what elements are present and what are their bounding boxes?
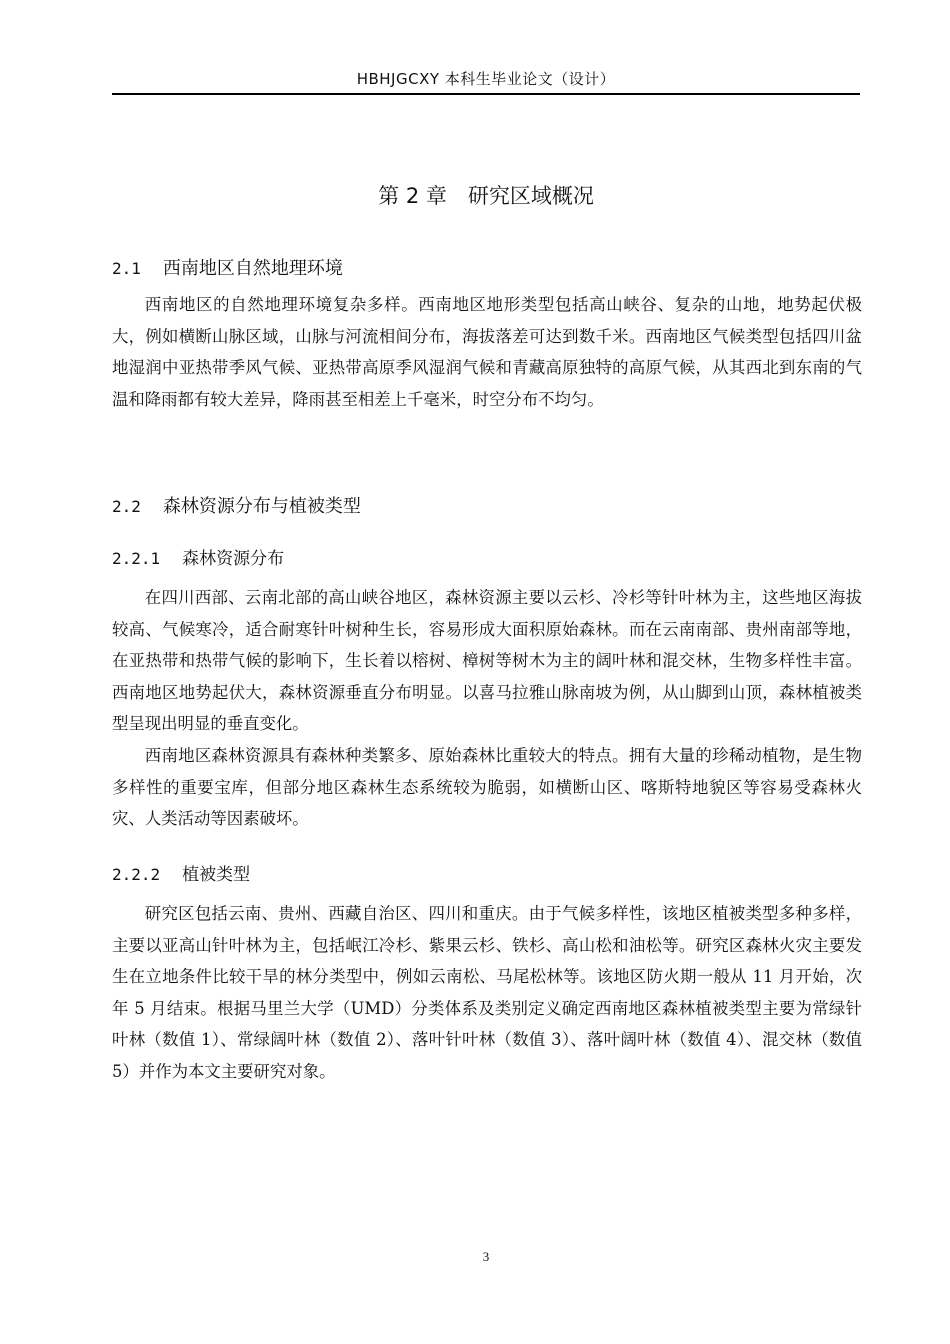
section-heading-2-1 [112,254,343,280]
page-number: 3 [482,1249,490,1264]
subsection-number: 2.2.1 [112,549,161,568]
header-rule [112,93,860,95]
subsection-heading-2-2-2 [112,860,250,885]
body-paragraph: 研究区包括云南、贵州、西藏自治区、四川和重庆。由于气候多样性，该地区植被类型多种多样，主要以亚高山针叶林为主，包括岷江冷杉、紫果云杉、铁杉、高山松和油松等。研究区森林火灾主要发生在立地条件比较干旱的林分类型中，例如云南松、马尾松林等。该地区防火期一般从 11 月开始，次年 5 月结束。根据马里兰大学（UMD）分类体系及类别定义确定西南地区森林植被类型主要为常绿针叶林（数值 1）、常绿阔叶林（数值 2）、落叶针叶林（数值 3）、落叶阔叶林（数值 4）、混交林（数值 5）并作为本文主要研究对象。 [112,904,862,1081]
section-number: 2.2 [112,497,141,516]
subsection-title: 森林资源分布 [182,549,285,569]
chapter-title: 第 2 章 研究区域概况 [378,184,594,208]
section-title: 森林资源分布与植被类型 [162,496,361,517]
body-paragraph: 西南地区的自然地理环境复杂多样。西南地区地形类型包括高山峡谷、复杂的山地，地势起伏极大，例如横断山脉区域，山脉与河流相间分布，海拔落差可达到数千米。西南地区气候类型包括四川盆地湿润中亚热带季风气候、亚热带高原季风湿润气候和青藏高原独特的高原气候，从其西北到东南的气温和降雨都有较大差异，降雨甚至相差上千毫米，时空分布不均匀。 [112,295,862,409]
section-number: 2.1 [112,259,141,278]
running-header: HBHJGCXY 本科生毕业论文（设计） [356,70,616,88]
section-title: 西南地区自然地理环境 [162,258,343,279]
subsection-number: 2.2.2 [112,865,161,884]
body-paragraph: 西南地区森林资源具有森林种类繁多、原始森林比重较大的特点。拥有大量的珍稀动植物，是生物多样性的重要宝库，但部分地区森林生态系统较为脆弱，如横断山区、喀斯特地貌区等容易受森林火灾、人类活动等因素破坏。 [112,746,862,828]
subsection-heading-2-2-1 [112,544,284,569]
body-paragraph: 在四川西部、云南北部的高山峡谷地区，森林资源主要以云杉、冷杉等针叶林为主，这些地区海拔较高、气候寒冷，适合耐寒针叶树种生长，容易形成大面积原始森林。而在云南南部、贵州南部等地，在亚热带和热带气候的影响下，生长着以榕树、樟树等树木为主的阔叶林和混交林，生物多样性丰富。西南地区地势起伏大，森林资源垂直分布明显。以喜马拉雅山脉南坡为例，从山脚到山顶，森林植被类型呈现出明显的垂直变化。 [112,588,862,733]
section-heading-2-2 [112,492,361,518]
subsection-title: 植被类型 [182,865,251,885]
